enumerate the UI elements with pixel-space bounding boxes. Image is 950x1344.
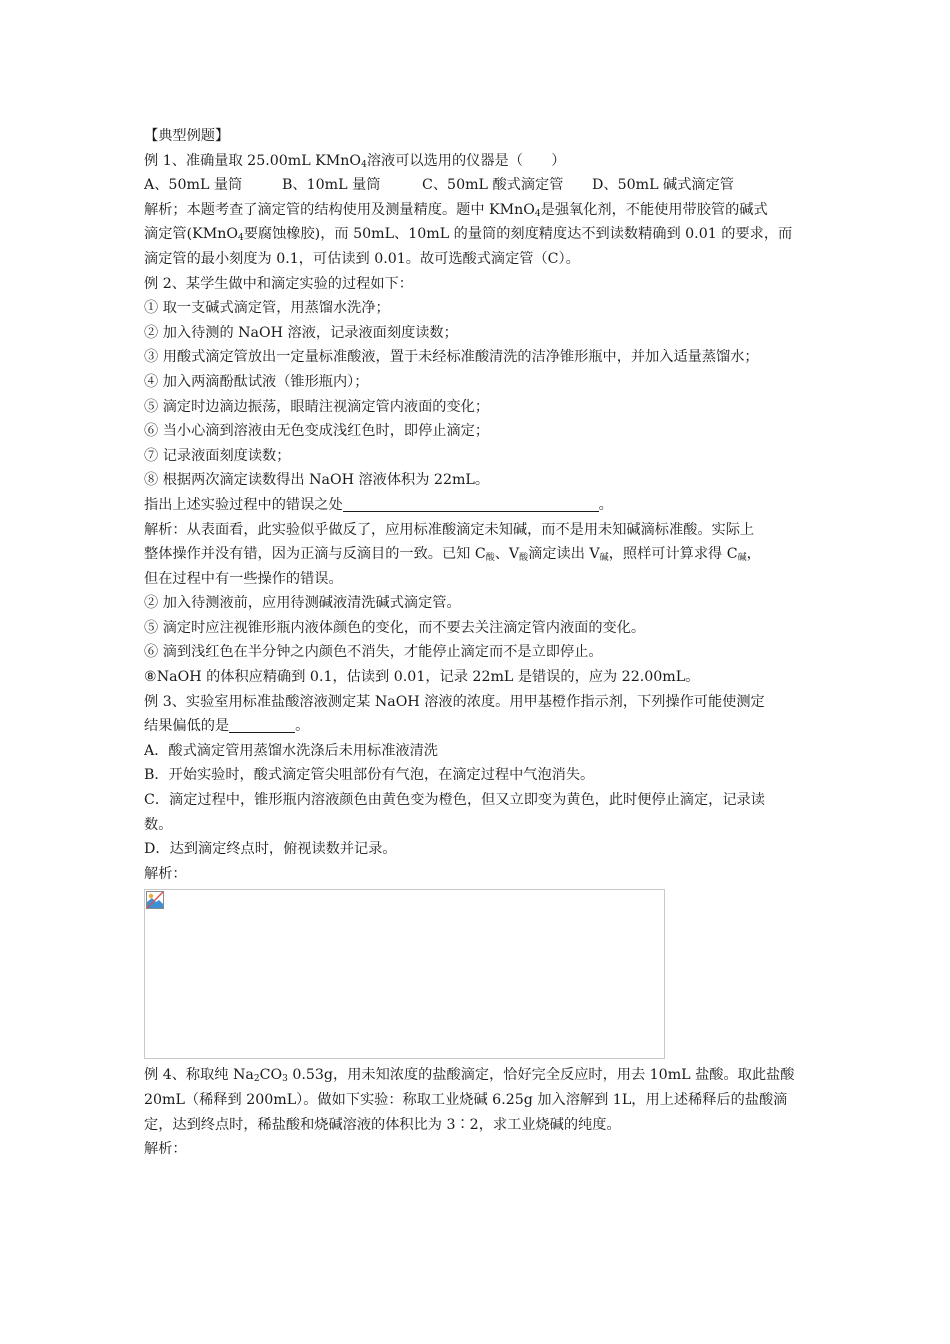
ex3-option-d: D．达到滴定终点时，俯视读数并记录。 bbox=[144, 841, 397, 858]
ex2-correction: ⑧NaOH 的体积应精确到 0.1，估读到 0.01，记录 22mL 是错误的，应为 22.00mL。 bbox=[144, 669, 700, 686]
ex1-analysis-line-1: 解析；本题考查了滴定管的结构使用及测量精度。题中 KMnO$_4$是强氧化剂，不能使用带胶管的碱式 bbox=[144, 201, 768, 219]
ex2-step: ② 加入待测的 NaOH 溶液，记录液面刻度读数； bbox=[144, 324, 458, 341]
ex2-correction: ⑥ 滴到浅红色在半分钟之内颜色不消失，才能停止滴定而不是立即停止。 bbox=[144, 644, 603, 661]
ex1-analysis-line-2: 滴定管(KMnO$_4$要腐蚀橡胶)，而 50mL、10mL 的量筒的刻度精度达不到读数精确到 0.01 的要求，而 bbox=[144, 226, 793, 244]
ex1-option-c: C、50mL 酸式滴定管 bbox=[422, 177, 564, 194]
ex2-correction: ⑤ 滴定时应注视锥形瓶内液体颜色的变化，而不要去关注滴定管内液面的变化。 bbox=[144, 619, 646, 636]
ex1-option-b: B、10mL 量筒 bbox=[282, 177, 381, 194]
ex4-question-line-2: 20mL（稀释到 200mL）。做如下实验：称取工业烧碱 6.25g 加入溶解到 1L，用上述稀释后的盐酸滴 bbox=[144, 1092, 788, 1108]
section-title: 【典型例题】 bbox=[144, 128, 230, 144]
ex2-step: ⑤ 滴定时边滴边振荡，眼睛注视滴定管内液面的变化； bbox=[144, 398, 490, 415]
ex2-question: 例 2、某学生做中和滴定实验的过程如下： bbox=[144, 275, 413, 292]
ex2-step: ⑦ 记录液面刻度读数； bbox=[144, 447, 291, 464]
ex2-analysis-line-3: 但在过程中有一些操作的错误。 bbox=[144, 570, 343, 587]
answer-blank bbox=[229, 717, 295, 733]
ex2-step: ① 取一支碱式滴定管，用蒸馏水洗净； bbox=[144, 300, 390, 317]
ex3-question-line-1: 例 3、实验室用标准盐酸溶液测定某 NaOH 溶液的浓度。用甲基橙作指示剂，下列操作可能使测定 bbox=[144, 693, 765, 710]
ex2-analysis-line-1: 解析：从表面看，此实验似乎做反了，应用标准酸滴定未知碱，而不是用未知碱滴标准酸。实际上 bbox=[144, 521, 755, 538]
ex3-option-c-line-2: 数。 bbox=[144, 816, 173, 833]
ex1-options bbox=[144, 173, 824, 198]
document-page bbox=[144, 124, 824, 1162]
ex4-question-line-1: 例 4、称取纯 $Na_2CO_3$ 0.53g，用未知浓度的盐酸滴定，恰好完全反应时，用去 10mL 盐酸。取此盐酸 bbox=[144, 1067, 795, 1085]
ex2-step: ⑥ 当小心滴到溶液由无色变成浅红色时，即停止滴定； bbox=[144, 423, 490, 440]
broken-image-placeholder bbox=[144, 889, 665, 1059]
ex2-analysis-line-2: 整体操作并没有错，因为正滴与反滴目的一致。已知 $C_酸$、$V_酸$滴定读出 $V_碱$，照样可计算求得 $C_碱$， bbox=[144, 546, 761, 564]
ex3-question-line-2: 结果偏低的是 。 bbox=[144, 718, 310, 735]
ex3-option-a: A．酸式滴定管用蒸馏水洗涤后未用标准液清洗 bbox=[144, 742, 438, 759]
ex4-analysis-label: 解析： bbox=[144, 1141, 187, 1158]
ex2-correction: ② 加入待测液前，应用待测碱液清洗碱式滴定管。 bbox=[144, 595, 461, 612]
ex2-prompt: 指出上述实验过程中的错误之处 。 bbox=[144, 496, 613, 513]
ex3-option-b: B．开始实验时，酸式滴定管尖咀部份有气泡，在滴定过程中气泡消失。 bbox=[144, 767, 595, 784]
ex3-option-c-line-1: C．滴定过程中，锥形瓶内溶液颜色由黄色变为橙色，但又立即变为黄色，此时便停止滴定，记录读 bbox=[144, 792, 765, 809]
ex4-question-line-3: 定，达到终点时，稀盐酸和烧碱溶液的体积比为 3∶2，求工业烧碱的纯度。 bbox=[144, 1116, 621, 1133]
ex1-option-a: A、50mL 量筒 bbox=[144, 177, 243, 194]
ex3-analysis-label: 解析： bbox=[144, 865, 187, 882]
ex2-step: ③ 用酸式滴定管放出一定量标准酸液，置于未经标准酸清洗的洁净锥形瓶中，并加入适量蒸馏水； bbox=[144, 349, 759, 366]
ex1-analysis-line-3: 滴定管的最小刻度为 0.1，可估读到 0.01。故可选酸式滴定管（C）。 bbox=[144, 250, 580, 267]
ex2-step: ④ 加入两滴酚酞试液（锥形瓶内）； bbox=[144, 373, 369, 390]
answer-blank bbox=[343, 496, 599, 512]
ex1-question: 例 1、准确量取 25.00mL KMnO$_4$溶液可以选用的仪器是（ ） bbox=[144, 152, 566, 170]
broken-image-icon bbox=[146, 891, 164, 909]
ex2-step: ⑧ 根据两次滴定读数得出 NaOH 溶液体积为 22mL。 bbox=[144, 472, 490, 489]
ex1-option-d: D、50mL 碱式滴定管 bbox=[592, 177, 734, 194]
